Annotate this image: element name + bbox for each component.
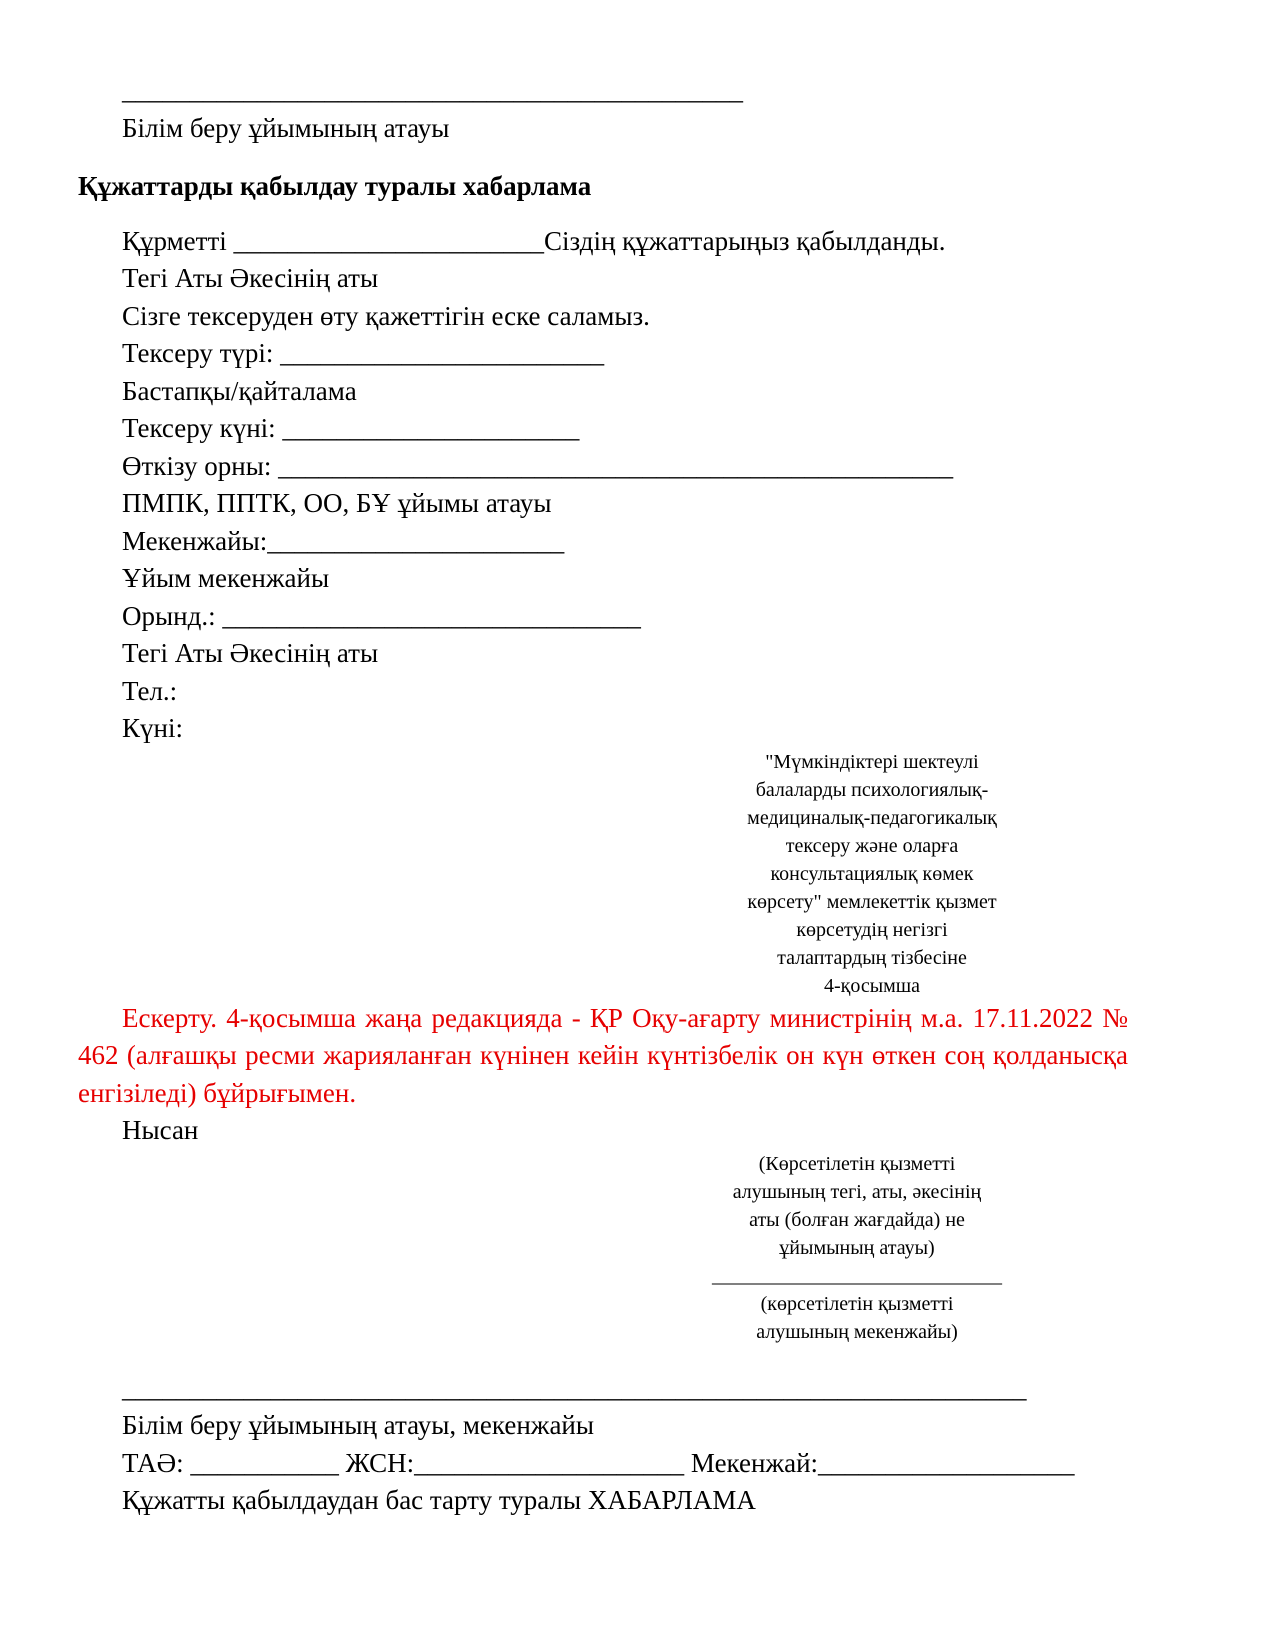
appendix-reference-block <box>697 748 1047 1000</box>
refusal-section <box>78 1370 1128 1520</box>
org-type-hint-line: ПМПК, ППТК, ОО, БҰ ұйымы атауы <box>122 488 552 518</box>
recipient-address-line: алушының мекенжайы) <box>756 1320 958 1343</box>
org-name-underline: ______________________________________________ <box>122 75 743 105</box>
org-address-hint-line: Ұйым мекенжайы <box>122 563 330 593</box>
fio-hint-line: Тегі Аты Әкесінің аты <box>122 263 379 293</box>
reminder-line: Сізге тексеруден өту қажеттігін еске саламыз. <box>122 300 650 331</box>
appendix-line: "Мүмкіндіктері шектеулі <box>765 750 979 773</box>
executor-line: Орынд.: _______________________________ <box>122 600 641 631</box>
amendment-note: Ескерту. 4-қосымша жаңа редакцияда - ҚР Оқу-ағарту министрінің м.а. 17.11.2022 № 462 (алғашқы ресми жарияланған күнінен кейін күнтізбелік он күн өткен соң қолданысқа енгізіледі) бұйрығымен. <box>78 1002 1128 1108</box>
appendix-line: балаларды психологиялық- <box>755 778 989 801</box>
footer-divider: ___________________________________________________________________ <box>122 1372 1027 1403</box>
recipient-line: ұйымының атауы) <box>779 1236 935 1259</box>
recipient-address-line: (көрсетілетін қызметті <box>760 1292 954 1315</box>
recipient-line: алушының тегі, аты, әкесінің <box>732 1180 982 1203</box>
appendix-line: консультациялық көмек <box>770 862 974 885</box>
appendix-line: талаптардың тізбесіне <box>777 946 967 969</box>
greeting-line: Құрметті _______________________Сіздің құжаттарыңыз қабылданды. <box>122 225 946 256</box>
recipient-line: (Көрсетілетін қызметті <box>758 1152 956 1175</box>
venue-line: Өткізу орны: __________________________________________________ <box>122 450 954 481</box>
phone-line: Тел.: <box>122 675 178 706</box>
appendix-line: көрсету" мемлекеттік қызмет <box>747 890 997 913</box>
executor-fio-hint-line: Тегі Аты Әкесінің аты <box>122 638 379 668</box>
check-kind-hint-line: Бастапқы/қайталама <box>122 375 357 406</box>
notice-body <box>78 223 1128 748</box>
check-date-line: Тексеру күні: ______________________ <box>122 413 580 443</box>
check-type-line: Тексеру түрі: ________________________ <box>122 338 605 368</box>
footer-org-label: Білім беру ұйымының атауы, мекенжайы <box>122 1410 595 1440</box>
notice-heading: Құжаттарды қабылдау туралы хабарлама <box>78 171 592 201</box>
recipient-line: аты (болған жағдайда) не <box>749 1208 965 1231</box>
form-label: Нысан <box>122 1115 199 1145</box>
date-line: Күні: <box>122 713 183 743</box>
footer-ids-line: ТАӘ: ___________ ЖСН:____________________ Мекенжай:___________________ <box>122 1447 1075 1478</box>
recipient-underline: _____________________________ <box>712 1264 1002 1287</box>
appendix-number-line: 4-қосымша <box>823 974 921 997</box>
appendix-line: тексеру және оларға <box>785 834 959 857</box>
address-line: Мекенжайы:______________________ <box>122 525 565 556</box>
org-name-label: Білім беру ұйымының атауы <box>122 112 450 143</box>
recipient-block <box>682 1150 1032 1346</box>
appendix-line: көрсетудің негізгі <box>796 918 948 941</box>
refusal-heading: Құжатты қабылдаудан бас тарту туралы ХАБАРЛАМА <box>122 1485 756 1515</box>
appendix-line: медициналық-педагогикалық <box>747 806 997 829</box>
